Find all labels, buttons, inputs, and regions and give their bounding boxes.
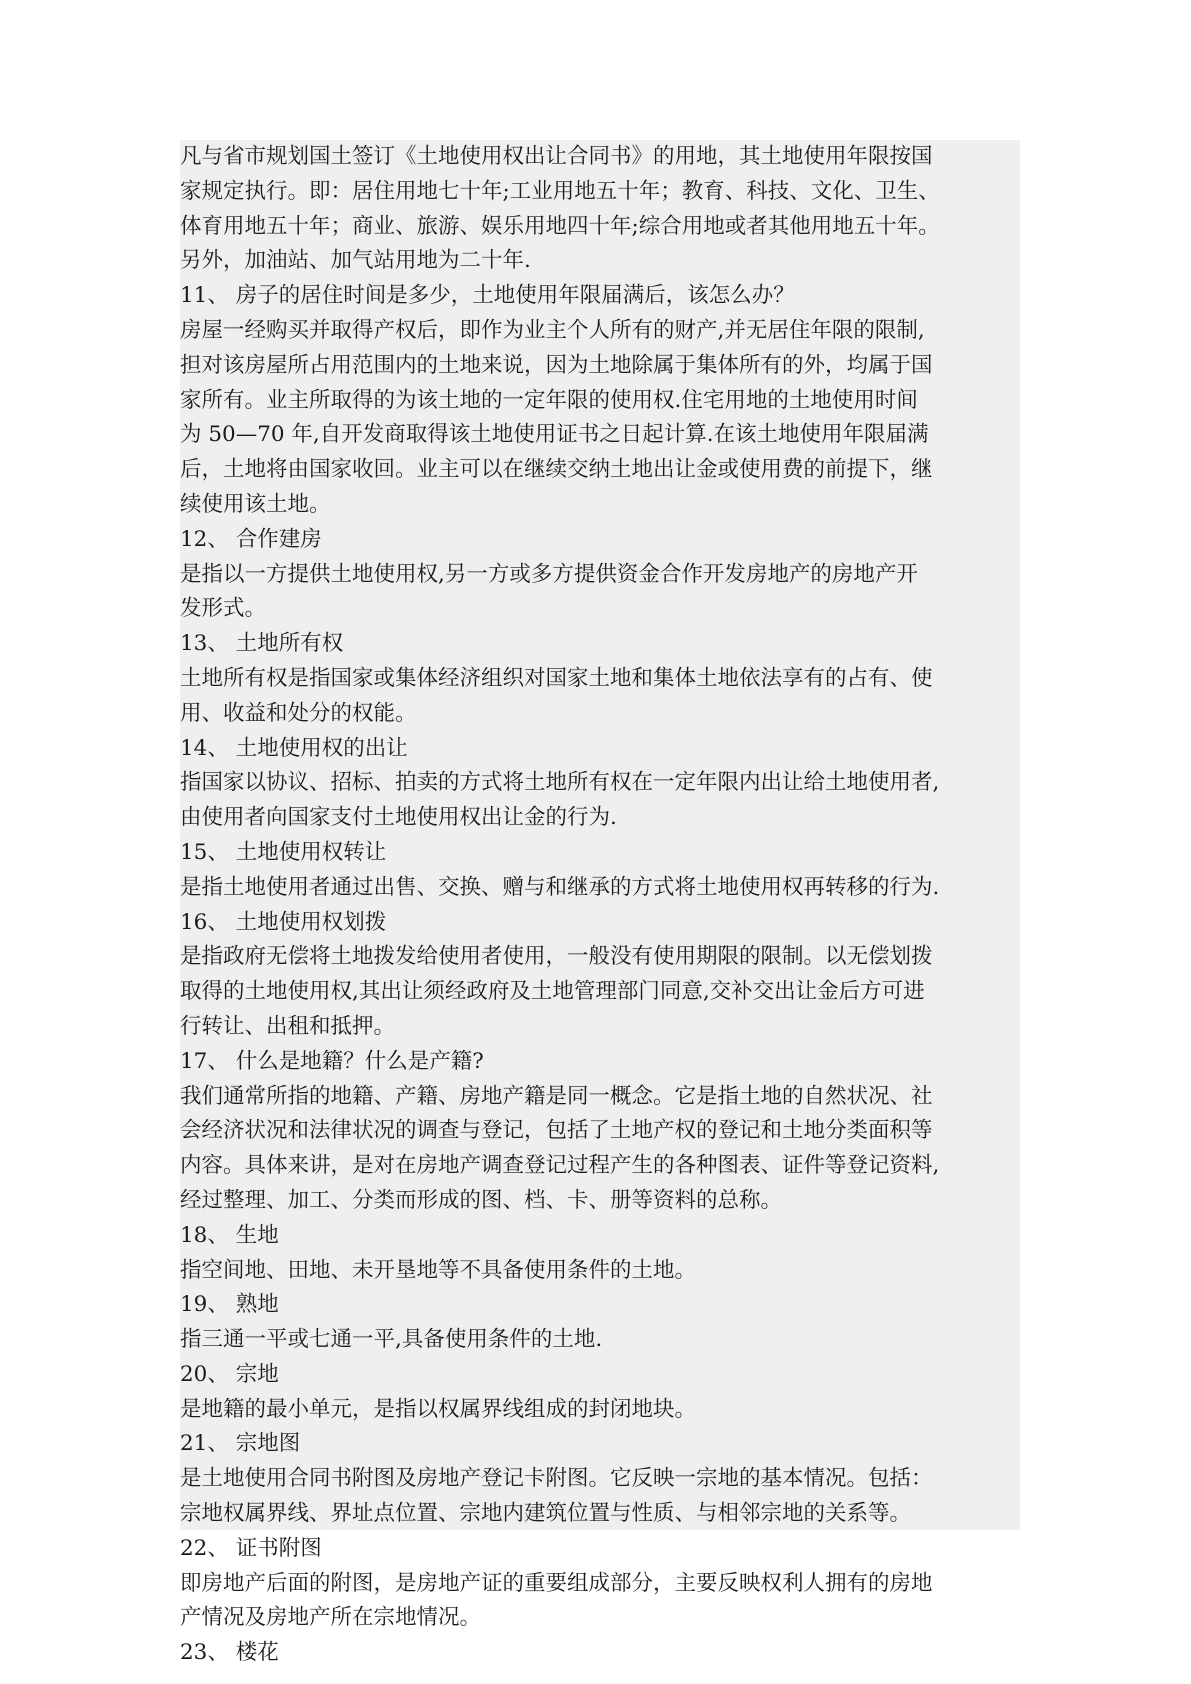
section-heading: 12、 合作建房 [180,526,322,552]
text-line: 我们通常所指的地籍、产籍、房地产籍是同一概念。它是指土地的自然状况、社 [180,1083,933,1109]
text-line: 指国家以协议、招标、拍卖的方式将土地所有权在一定年限内出让给土地使用者, [180,770,940,796]
text-line: 体育用地五十年；商业、旅游、娱乐用地四十年;综合用地或者其他用地五十年。 [180,213,940,239]
section-heading: 19、 熟地 [180,1292,279,1318]
section-heading: 14、 土地使用权的出让 [180,735,408,761]
text-line: 是地籍的最小单元，是指以权属界线组成的封闭地块。 [180,1396,697,1422]
text-line: 指三通一平或七通一平,具备使用条件的土地. [180,1327,603,1353]
text-line: 会经济状况和法律状况的调查与登记，包括了土地产权的登记和土地分类面积等 [180,1118,933,1144]
document-body [180,140,1020,1666]
text-line: 宗地权属界线、界址点位置、宗地内建筑位置与性质、与相邻宗地的关系等。 [180,1501,912,1527]
text-line: 是指政府无偿将土地拨发给使用者使用，一般没有使用期限的限制。以无偿划拨 [180,944,933,970]
section-heading: 23、 楼花 [180,1640,279,1666]
text-line: 行转让、出租和抵押。 [180,1013,396,1039]
text-line: 发形式。 [180,596,267,622]
text-line: 内容。具体来讲，是对在房地产调查登记过程产生的各种图表、证件等登记资料, [180,1153,940,1179]
section-heading: 16、 土地使用权划拨 [180,909,387,935]
text-line: 是土地使用合同书附图及房地产登记卡附图。它反映一宗地的基本情况。包括： [180,1466,933,1492]
text-line: 用、收益和处分的权能。 [180,700,417,726]
section-heading: 18、 生地 [180,1222,279,1248]
text-line: 后，土地将由国家收回。业主可以在继续交纳土地出让金或使用费的前提下，继 [180,457,933,483]
text-line: 取得的土地使用权,其出让须经政府及土地管理部门同意,交补交出让金后方可进 [180,979,925,1005]
section-heading: 13、 土地所有权 [180,631,344,657]
section-heading: 17、 什么是地籍？什么是产籍? [180,1048,484,1074]
text-line: 房屋一经购买并取得产权后，即作为业主个人所有的财产,并无居住年限的限制, [180,317,925,343]
text-line: 为 50—70 年,自开发商取得该土地使用证书之日起计算.在该土地使用年限届满 [180,422,929,448]
text-line: 即房地产后面的附图，是房地产证的重要组成部分，主要反映权利人拥有的房地 [180,1570,933,1596]
text-line: 指空间地、田地、未开垦地等不具备使用条件的土地。 [180,1257,697,1283]
text-line: 续使用该土地。 [180,491,331,517]
text-line: 担对该房屋所占用范围内的土地来说，因为土地除属于集体所有的外，均属于国 [180,352,933,378]
text-line: 凡与省市规划国土签订《土地使用权出让合同书》的用地，其土地使用年限按国 [180,144,933,169]
text-line: 家所有。业主所取得的为该土地的一定年限的使用权.住宅用地的土地使用时间 [180,387,918,413]
text-line: 是指土地使用者通过出售、交换、赠与和继承的方式将土地使用权再转移的行为. [180,874,940,900]
section-heading: 11、 房子的居住时间是多少，土地使用年限届满后，该怎么办？ [180,283,795,309]
text-line: 土地所有权是指国家或集体经济组织对国家土地和集体土地依法享有的占有、使 [180,665,933,691]
section-heading: 20、 宗地 [180,1361,279,1387]
text-line: 产情况及房地产所在宗地情况。 [180,1605,482,1631]
section-heading: 22、 证书附图 [180,1535,322,1561]
text-line: 经过整理、加工、分类而形成的图、档、卡、册等资料的总称。 [180,1187,783,1213]
text-line: 家规定执行。即：居住用地七十年;工业用地五十年；教育、科技、文化、卫生、 [180,178,940,204]
text-line: 由使用者向国家支付土地使用权出让金的行为. [180,805,617,831]
section-heading: 15、 土地使用权转让 [180,839,387,865]
text-line: 是指以一方提供土地使用权,另一方或多方提供资金合作开发房地产的房地产开 [180,561,918,587]
section-heading: 21、 宗地图 [180,1431,301,1457]
text-line: 另外，加油站、加气站用地为二十年. [180,248,531,274]
